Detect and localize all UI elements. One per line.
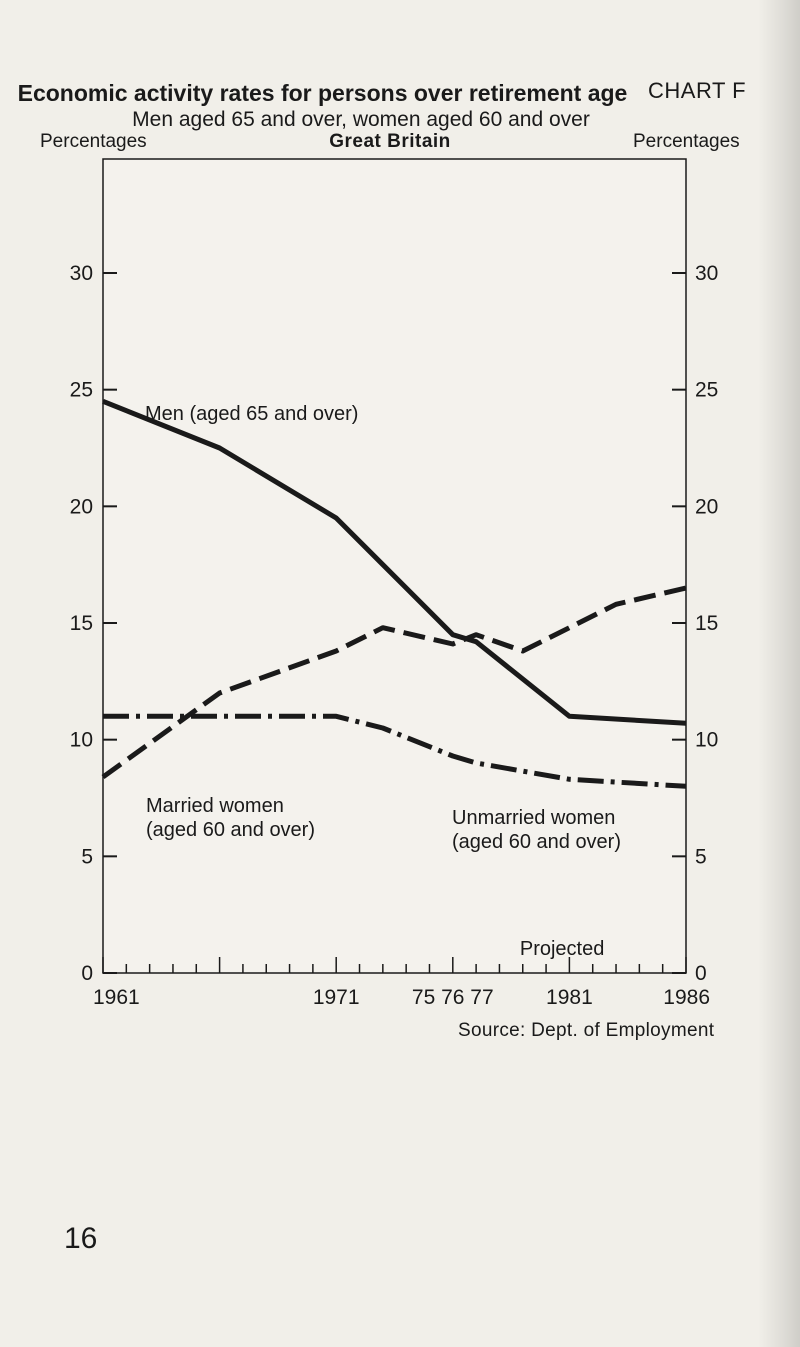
page-number: 16: [64, 1222, 98, 1255]
y-tick-label-right-5: 5: [695, 845, 707, 869]
annotation-married-women: Married women (aged 60 and over): [146, 795, 316, 841]
right-axis-unit-label: Percentages: [633, 131, 740, 152]
chart-id: CHART F: [648, 78, 747, 103]
y-tick-label-right-0: 0: [695, 962, 707, 985]
y-tick-label-left-5: 5: [81, 845, 93, 869]
chart-subtitle: Men aged 65 and over, women aged 60 and over: [132, 108, 590, 131]
chart-title: Economic activity rates for persons over retirement age: [17, 80, 628, 106]
x-tick-label-1: 1971: [312, 986, 360, 1009]
y-tick-label-right-10: 10: [695, 728, 719, 752]
x-tick-label-4: 1986: [663, 986, 710, 1009]
projected-label: Projected: [519, 938, 605, 960]
y-tick-label-left-0: 0: [81, 962, 93, 985]
x-tick-label-2: 75 76 77: [411, 986, 494, 1009]
y-tick-label-right-15: 15: [695, 612, 719, 635]
annotation-men: Men (aged 65 and over): [145, 403, 359, 425]
y-tick-label-left-25: 25: [69, 378, 93, 402]
y-tick-label-left-20: 20: [69, 495, 93, 519]
left-axis-unit-label: Percentages: [40, 131, 147, 152]
y-tick-label-left-10: 10: [69, 728, 93, 752]
y-tick-label-right-30: 30: [695, 262, 719, 285]
y-tick-label-left-30: 30: [69, 262, 93, 285]
region-label: Great Britain: [329, 131, 451, 152]
source-note: Source: Dept. of Employment: [458, 1020, 715, 1041]
y-tick-label-right-20: 20: [695, 495, 719, 519]
annotation-unmarried-women: Unmarried women (aged 60 and over): [452, 807, 622, 853]
x-tick-label-3: 1981: [546, 986, 593, 1009]
y-tick-label-right-25: 25: [695, 378, 719, 402]
y-tick-label-left-15: 15: [69, 612, 93, 635]
x-tick-label-0: 1961: [93, 986, 140, 1009]
